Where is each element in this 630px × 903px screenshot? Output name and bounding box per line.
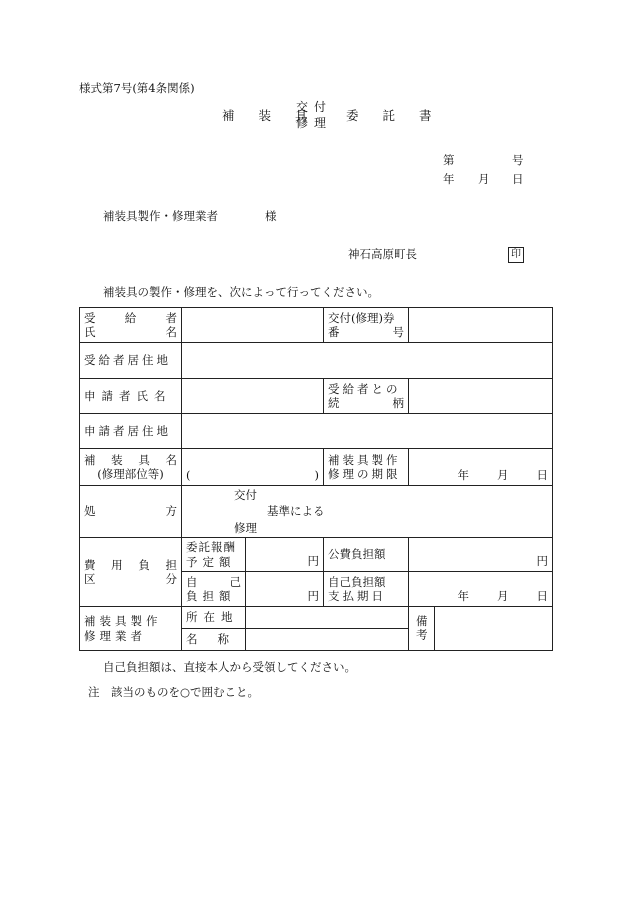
commission-form-table bbox=[79, 307, 553, 651]
location-field[interactable] bbox=[246, 607, 409, 629]
paren-open: ( bbox=[186, 467, 191, 482]
doc-number-label: 第 bbox=[443, 153, 455, 167]
remarks-field[interactable] bbox=[435, 607, 553, 651]
deadline-month: 月 bbox=[497, 467, 509, 482]
public-burden-label: 公費負担額 bbox=[324, 538, 409, 572]
form-number: 様式第7号(第4条関係) bbox=[79, 81, 195, 95]
pay-day: 日 bbox=[536, 588, 548, 603]
applicant-name-label: 申請者氏名 bbox=[80, 379, 182, 414]
commission-yen: 円 bbox=[307, 553, 319, 568]
pay-month: 月 bbox=[497, 588, 509, 603]
self-burden-yen: 円 bbox=[307, 588, 319, 603]
applicant-address-label: 申請者居住地 bbox=[80, 414, 182, 449]
deadline-label: 補装具製作 修理の期限 bbox=[324, 449, 409, 486]
company-name-field[interactable] bbox=[246, 629, 409, 651]
deadline-day: 日 bbox=[536, 467, 548, 482]
doc-number-suffix: 号 bbox=[512, 153, 524, 167]
prescription-label: 処 方 bbox=[80, 486, 182, 538]
company-name-label: 名 称 bbox=[182, 629, 246, 651]
pay-year: 年 bbox=[457, 588, 469, 603]
relation-field[interactable] bbox=[409, 379, 553, 414]
paren-close: ) bbox=[314, 467, 319, 482]
public-burden-yen: 円 bbox=[536, 553, 548, 568]
applicant-name-field[interactable] bbox=[182, 379, 324, 414]
prescription-standard: 基準による bbox=[267, 504, 325, 518]
applicant-address-field[interactable] bbox=[182, 414, 553, 449]
self-burden-note: 自己負担額は、直接本人から受領してください。 bbox=[103, 660, 356, 674]
date-day: 日 bbox=[512, 172, 524, 186]
deadline-field[interactable] bbox=[409, 449, 553, 486]
public-burden-field[interactable] bbox=[409, 538, 553, 572]
recipient-address-field[interactable] bbox=[182, 343, 553, 379]
self-burden-label: 自 己 負担額 bbox=[182, 572, 246, 607]
date-month: 月 bbox=[478, 172, 490, 186]
title-suffix: 委 託 書 bbox=[346, 108, 442, 123]
relation-label: 受給者との 続 柄 bbox=[324, 379, 409, 414]
title-option-issue: 交付 bbox=[296, 100, 333, 114]
device-name-field[interactable] bbox=[182, 449, 324, 486]
recipient-name-label: 受 給 者 氏 名 bbox=[80, 308, 182, 343]
prescription-field[interactable] bbox=[182, 486, 553, 538]
self-pay-date-field[interactable] bbox=[409, 572, 553, 607]
maker-label: 補装具製作 修理業者 bbox=[80, 607, 182, 651]
self-pay-date-label: 自己負担額 支払期日 bbox=[324, 572, 409, 607]
commission-field[interactable] bbox=[246, 538, 324, 572]
date-year: 年 bbox=[443, 172, 455, 186]
recipient-name-field[interactable] bbox=[182, 308, 324, 343]
issuer-name: 神石高原町長 bbox=[348, 247, 417, 261]
location-label: 所在地 bbox=[182, 607, 246, 629]
addressee-label: 補装具製作・修理業者 bbox=[103, 209, 218, 223]
prescription-option-issue: 交付 bbox=[234, 488, 257, 502]
addressee-honorific: 様 bbox=[265, 209, 277, 223]
cost-category-label: 費 用 負 担 区 分 bbox=[80, 538, 182, 607]
circle-note: 注 該当のものを○で囲むこと。 bbox=[88, 685, 260, 699]
deadline-year: 年 bbox=[457, 467, 469, 482]
remarks-label: 備考 bbox=[409, 607, 435, 651]
prescription-option-repair: 修理 bbox=[234, 521, 257, 535]
seal-icon: 印 bbox=[508, 247, 524, 263]
device-name-label: 補 装 具 名 (修理部位等) bbox=[80, 449, 182, 486]
voucher-number-field[interactable] bbox=[409, 308, 553, 343]
voucher-number-label: 交付(修理)券 番 号 bbox=[324, 308, 409, 343]
recipient-address-label: 受給者居住地 bbox=[80, 343, 182, 379]
title-prefix: 補 装 具 bbox=[222, 108, 318, 123]
intro-text: 補装具の製作・修理を、次によって行ってください。 bbox=[103, 285, 379, 299]
title-option-repair: 修理 bbox=[296, 116, 333, 130]
self-burden-field[interactable] bbox=[246, 572, 324, 607]
commission-label: 委託報酬 予定額 bbox=[182, 538, 246, 572]
